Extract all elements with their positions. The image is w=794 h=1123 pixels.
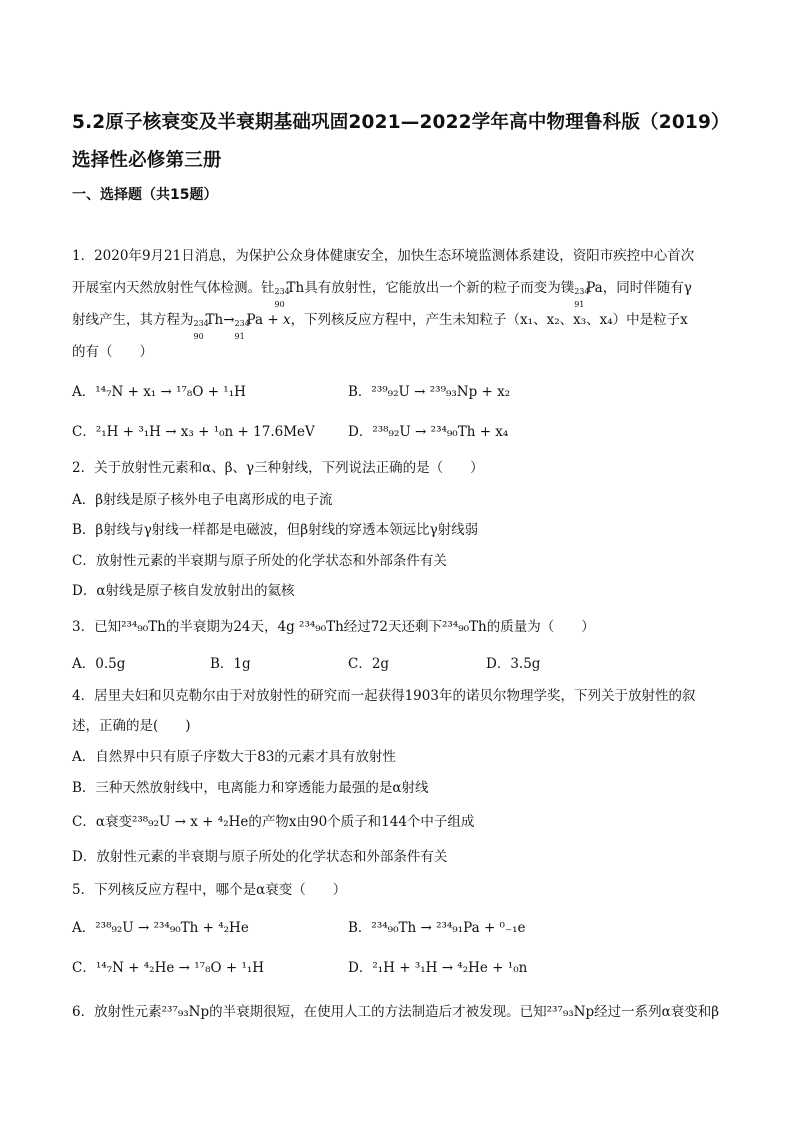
document-title: 5.2原子核衰变及半衰期基础巩固2021—2022学年高中物理鲁科版（2019）选择性必修第三册 (72, 112, 721, 171)
q2-option-d[interactable]: D．α射线是原子核自发放射出的氦核 (72, 583, 295, 599)
q2-option-c[interactable]: C．放射性元素的半衰期与原子所处的化学状态和外部条件有关 (72, 553, 447, 569)
q1-line1: 1．2020年9月21日消息，为保护公众身体健康安全，加快生态环境监测体系建设，资阳市疾控中心首次 (72, 248, 695, 264)
q3-option-c[interactable]: C．2g (348, 656, 390, 672)
q3-stem: 3．已知²³⁴₉₀Th的半衰期为24天，4g ²³⁴₉₀Th经过72天还剩下²³⁴₉₀Th的质量为（ ） (72, 619, 595, 635)
q1-option-d[interactable]: D．²³⁸₉₂U → ²³⁴₉₀Th + x₄ (348, 424, 509, 440)
q3-option-b[interactable]: B．1g (210, 656, 251, 672)
q1-line3-a: 射线产生，其方程为 (72, 312, 194, 328)
q1-line2-b: Th具有放射性，它能放出一个新的粒子而变为镤 (286, 280, 575, 296)
q1-line2-c: Pa，同时伴随有γ (586, 280, 692, 296)
q2-stem: 2．关于放射性元素和α、β、γ三种射线，下列说法正确的是（ ） (72, 460, 484, 476)
q2-option-a[interactable]: A．β射线是原子核外电子电离形成的电子流 (72, 492, 333, 508)
q1-line2: 开展室内天然放射性气体检测。钍 234 90 Th具有放射性，它能放出一个新的粒子而变为镤 234 91 Pa，同时伴随有γ (72, 280, 692, 309)
q3-option-a[interactable]: A．0.5g (72, 656, 126, 672)
q4-line2: 述，正确的是( ) (72, 718, 191, 734)
q1-option-b[interactable]: B．²³⁹₉₂U → ²³⁹₉₃Np + x₂ (348, 384, 511, 400)
q4-option-b[interactable]: B．三种天然放射线中，电离能力和穿透能力最强的是α射线 (72, 780, 429, 796)
q5-stem: 5．下列核反应方程中，哪个是α衰变（ ） (72, 882, 347, 898)
q1-line3-b: ，下列核反应方程中，产生未知粒子（x₁、x₂、x₃、x₄）中是粒子x (290, 312, 688, 328)
q5-option-d[interactable]: D．²₁H + ³₁H → ⁴₂He + ¹₀n (348, 960, 528, 976)
q5-option-c[interactable]: C．¹⁴₇N + ⁴₂He → ¹⁷₈O + ¹₁H (72, 960, 265, 976)
q3-option-d[interactable]: D．3.5g (486, 656, 541, 672)
q4-option-a[interactable]: A．自然界中只有原子序数大于83的元素才具有放射性 (72, 749, 396, 765)
section-heading: 一、选择题（共15题） (72, 187, 218, 203)
q1-line2-a: 开展室内天然放射性气体检测。钍 (72, 280, 275, 296)
q1-option-a[interactable]: A．¹⁴₇N + x₁ → ¹⁷₈O + ¹₁H (72, 384, 246, 400)
q1-option-c[interactable]: C．²₁H + ³₁H → x₃ + ¹₀n + 17.6MeV (72, 424, 315, 440)
q2-option-b[interactable]: B．β射线与γ射线一样都是电磁波，但β射线的穿透本领远比γ射线弱 (72, 522, 479, 538)
q4-line1: 4．居里夫妇和贝克勒尔由于对放射性的研究而一起获得1903年的诺贝尔物理学奖，下列关于放射性的叙 (72, 688, 696, 704)
q1-line4: 的有（ ） (72, 344, 153, 360)
q5-option-a[interactable]: A．²³⁸₉₂U → ²³⁴₉₀Th + ⁴₂He (72, 920, 249, 936)
q6-line1: 6．放射性元素²³⁷₉₃Np的半衰期很短，在使用人工的方法制造后才被发现。已知²³⁷₉₃Np经过一系列α衰变和β (72, 1004, 720, 1020)
q4-option-d[interactable]: D．放射性元素的半衰期与原子所处的化学状态和外部条件有关 (72, 849, 448, 865)
q4-option-c[interactable]: C．α衰变²³⁸₉₂U → x + ⁴₂He的产物x由90个质子和144个中子组成 (72, 814, 475, 830)
q1-line3: 射线产生，其方程为 234 90 Th→ 234 91 Pa + x，下列核反应方程中，产生未知粒子（x₁、x₂、x₃、x₄）中是粒子x (72, 312, 688, 341)
q5-option-b[interactable]: B．²³⁴₉₀Th → ²³⁴₉₁Pa + ⁰₋₁e (348, 920, 526, 936)
